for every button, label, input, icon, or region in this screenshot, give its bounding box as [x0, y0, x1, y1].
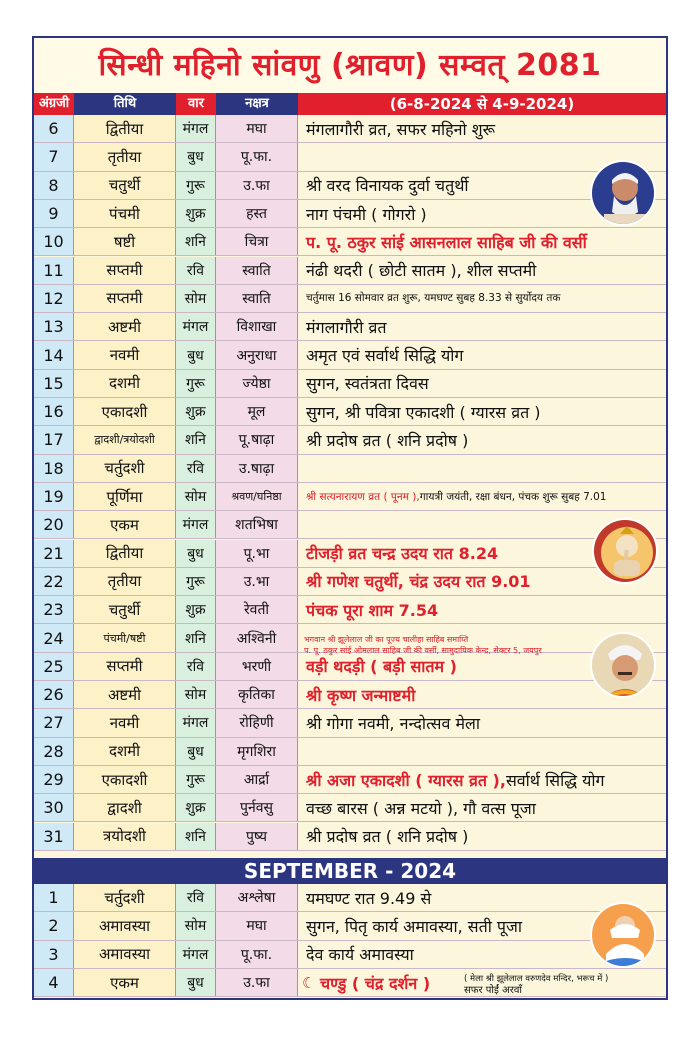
date-number: 2: [34, 912, 74, 939]
tithi-cell: द्वादशी: [74, 794, 176, 821]
tithi-cell: पूर्णिमा: [74, 483, 176, 510]
date-number: 30: [34, 794, 74, 821]
row24-note-line1: भगवान श्री झूलेलाल जी का पूज्य चालीहा साहिब समाप्ति: [304, 635, 469, 644]
event-text: श्री कृष्ण जन्माष्टमी: [306, 685, 416, 705]
event-highlight: श्री अजा एकादशी ( ग्यारस व्रत ),: [306, 770, 506, 790]
weekday-cell: गुरू: [176, 568, 216, 595]
tithi-cell: अष्टमी: [74, 313, 176, 340]
weekday-cell: मंगल: [176, 115, 216, 142]
date-number: 11: [34, 257, 74, 284]
date-number: 1: [34, 884, 74, 911]
event-cell: [298, 398, 666, 425]
nakshatra-cell: पू.फा.: [216, 941, 298, 968]
weekday-cell: सोम: [176, 912, 216, 939]
tithi-cell: दशमी: [74, 370, 176, 397]
table-row: [34, 568, 666, 596]
nakshatra-cell: अश्लेषा: [216, 884, 298, 911]
tithi-cell: द्वितीया: [74, 540, 176, 567]
table-row: [34, 681, 666, 709]
date-number: 3: [34, 941, 74, 968]
nakshatra-cell: मघा: [216, 115, 298, 142]
event-cell: [298, 766, 666, 793]
header-tithi: तिथि: [113, 96, 137, 111]
date-number: 8: [34, 172, 74, 199]
table-row: [34, 455, 666, 483]
nakshatra-cell: उ.फा: [216, 969, 298, 996]
weekday-cell: रवि: [176, 455, 216, 482]
weekday-cell: शुक्र: [176, 398, 216, 425]
table-row: [34, 596, 666, 624]
date-number: 4: [34, 969, 74, 996]
header-english-date: अंग्रजी: [34, 93, 74, 115]
nakshatra-cell: पू.षाढ़ा: [216, 426, 298, 453]
weekday-cell: मंगल: [176, 313, 216, 340]
event-cell: [298, 596, 666, 623]
tithi-cell: चतुर्थी: [74, 596, 176, 623]
event-text: श्री गोगा नवमी, नन्दोत्सव मेला: [306, 713, 481, 733]
event-text: श्री गणेश चतुर्थी, चंद्र उदय रात 9.01: [306, 572, 531, 592]
nakshatra-cell: रोहिणी: [216, 709, 298, 736]
tithi-cell: सप्तमी: [74, 257, 176, 284]
date-number: 15: [34, 370, 74, 397]
nakshatra-cell: मूल: [216, 398, 298, 425]
event-text: वड़ी थदड़ी ( बड़ी सातम ): [306, 657, 457, 677]
event-cell: [298, 228, 666, 255]
event-text: सुगन, श्री पवित्रा एकादशी ( ग्यारस व्रत ): [306, 402, 541, 422]
event-text: नंढी थदरी ( छोटी सातम ), शील सप्तमी: [306, 261, 537, 281]
row24-note-line2: प. पू. ठकुर सांई ओमलाल साहिब जी की वर्सी, सामुदायिक केन्द्र, सेक्टर 5, जयपुर: [304, 646, 542, 655]
weekday-cell: शुक्र: [176, 200, 216, 227]
tithi-cell: सप्तमी: [74, 285, 176, 312]
nakshatra-cell: ज्येष्ठा: [216, 370, 298, 397]
date-number: 31: [34, 823, 74, 850]
table-row: [34, 653, 666, 681]
row4-event-paren: ( मेला श्री झूलेलाल वरुणदेव मन्दिर, भरूच में ): [464, 974, 609, 984]
nakshatra-cell: पुष्य: [216, 823, 298, 850]
nakshatra-cell: हस्त: [216, 200, 298, 227]
weekday-cell: शुक्र: [176, 794, 216, 821]
event-highlight: श्री सत्यनारायण व्रत ( पूनम ),: [306, 490, 420, 503]
weekday-cell: बुध: [176, 143, 216, 170]
event-cell: [298, 313, 666, 340]
event-cell: [298, 738, 666, 765]
weekday-cell: बुध: [176, 969, 216, 996]
date-number: 17: [34, 426, 74, 453]
event-text: नाग पंचमी ( गोगरो ): [306, 204, 427, 224]
nakshatra-cell: विशाखा: [216, 313, 298, 340]
weekday-cell: गुरू: [176, 172, 216, 199]
weekday-cell: रवि: [176, 653, 216, 680]
table-row: [34, 398, 666, 426]
event-cell: [298, 455, 666, 482]
tithi-cell: चर्तुदशी: [74, 455, 176, 482]
nakshatra-cell: चित्रा: [216, 228, 298, 255]
table-row: [34, 511, 666, 539]
tithi-cell: नवमी: [74, 709, 176, 736]
nakshatra-cell: उ.फा: [216, 172, 298, 199]
date-number: 16: [34, 398, 74, 425]
date-number: 22: [34, 568, 74, 595]
tithi-cell: एकादशी: [74, 766, 176, 793]
event-cell: [298, 794, 666, 821]
event-text: चर्तुमास 16 सोमवार व्रत शुरू, यमघण्ट सुबह 8.33 से सुर्योदय तक: [306, 292, 561, 305]
event-text: श्री प्रदोष व्रत ( शनि प्रदोष ): [306, 430, 469, 450]
tithi-cell: दशमी: [74, 738, 176, 765]
tithi-cell: सप्तमी: [74, 653, 176, 680]
table-row: [34, 884, 666, 912]
table-row: [34, 341, 666, 369]
nakshatra-cell: मृगशिरा: [216, 738, 298, 765]
date-number: 6: [34, 115, 74, 142]
tithi-cell: एकम: [74, 969, 176, 996]
header-date-range: (6-8-2024 से 4-9-2024): [298, 93, 666, 115]
weekday-cell: बुध: [176, 341, 216, 368]
table-row: [34, 483, 666, 511]
event-cell: [298, 257, 666, 284]
nakshatra-cell: उ.भा: [216, 568, 298, 595]
date-number: 12: [34, 285, 74, 312]
nakshatra-cell: रेवती: [216, 596, 298, 623]
date-number: 20: [34, 511, 74, 538]
event-text: पंचक पूरा शाम 7.54: [306, 600, 439, 620]
event-text: मंगलागौरी व्रत: [306, 317, 387, 337]
calendar-title: सिन्धी महिनो सांवणु (श्रावण) सम्वत् 2081: [34, 38, 666, 93]
event-cell: [298, 823, 666, 850]
table-row: [34, 941, 666, 969]
date-number: 28: [34, 738, 74, 765]
nakshatra-cell: स्वाति: [216, 285, 298, 312]
nakshatra-cell: शतभिषा: [216, 511, 298, 538]
event-text: प. पू. ठकुर सांई आसनलाल साहिब जी की वर्सी: [306, 232, 587, 252]
row4-event-line2: सफर पोईं अरवाँ: [464, 985, 522, 996]
event-text: वच्छ बारस ( अन्न मटयो ), गौ वत्स पूजा: [306, 798, 536, 818]
nakshatra-cell: पुर्नवसु: [216, 794, 298, 821]
table-row: [34, 540, 666, 568]
event-cell: [298, 115, 666, 142]
table-row: [34, 115, 666, 143]
jhulelal-image: [590, 902, 656, 968]
nakshatra-cell: स्वाति: [216, 257, 298, 284]
table-row: [34, 370, 666, 398]
event-text: सर्वार्थ सिद्धि योग: [505, 770, 605, 790]
event-cell: [298, 341, 666, 368]
header-weekday: वार: [176, 93, 216, 115]
event-text: गायत्री जयंती, रक्षा बंधन, पंचक शुरू सुबह 7.01: [419, 490, 607, 503]
tithi-cell: एकम: [74, 511, 176, 538]
date-number: 21: [34, 540, 74, 567]
date-number: 23: [34, 596, 74, 623]
table-row: [34, 313, 666, 341]
date-number: 25: [34, 653, 74, 680]
nakshatra-cell: मघा: [216, 912, 298, 939]
event-cell: [298, 483, 666, 510]
weekday-cell: गुरू: [176, 370, 216, 397]
event-text: श्री प्रदोष व्रत ( शनि प्रदोष ): [306, 827, 469, 847]
table-row: [34, 823, 666, 851]
table-row: [34, 172, 666, 200]
date-number: 27: [34, 709, 74, 736]
weekday-cell: शनि: [176, 228, 216, 255]
row4-moon-icon: ☾: [302, 974, 316, 992]
table-row: [34, 143, 666, 171]
tithi-cell: त्रयोदशी: [74, 823, 176, 850]
event-text: यमघण्ट रात 9.49 से: [306, 888, 432, 908]
weekday-cell: बुध: [176, 738, 216, 765]
event-text: श्री वरद विनायक दुर्वा चतुर्थी: [306, 176, 469, 196]
date-number: 7: [34, 143, 74, 170]
date-number: 14: [34, 341, 74, 368]
tithi-cell: चर्तुदशी: [74, 884, 176, 911]
event-text: मंगलागौरी व्रत, सफर महिनो शुरू: [306, 119, 496, 139]
saint-portrait-image: [590, 160, 656, 226]
ganesh-image: [592, 518, 658, 584]
table-row: [34, 285, 666, 313]
date-number: 9: [34, 200, 74, 227]
table-row: [34, 257, 666, 285]
nakshatra-cell: पू.फा.: [216, 143, 298, 170]
tithi-cell: एकादशी: [74, 398, 176, 425]
nakshatra-cell: उ.षाढ़ा: [216, 455, 298, 482]
tithi-cell: तृतीया: [74, 143, 176, 170]
table-row: [34, 912, 666, 940]
weekday-cell: शनि: [176, 426, 216, 453]
weekday-cell: मंगल: [176, 941, 216, 968]
tithi-cell: षष्टी: [74, 228, 176, 255]
weekday-cell: रवि: [176, 884, 216, 911]
nakshatra-cell: अनुराधा: [216, 341, 298, 368]
table-row: [34, 228, 666, 256]
date-number: 18: [34, 455, 74, 482]
event-cell: [298, 370, 666, 397]
nakshatra-cell: आर्द्रा: [216, 766, 298, 793]
tithi-cell: द्वादशी/त्रयोदशी: [74, 426, 176, 453]
tithi-cell: तृतीया: [74, 568, 176, 595]
tithi-cell: पंचमी: [74, 200, 176, 227]
thakur-portrait-image: [590, 632, 656, 698]
weekday-cell: मंगल: [176, 511, 216, 538]
table-row: [34, 426, 666, 454]
event-text: अमृत एवं सर्वार्थ सिद्धि योग: [306, 346, 464, 366]
date-number: 24: [34, 624, 74, 651]
nakshatra-cell: भरणी: [216, 653, 298, 680]
table-row: [34, 738, 666, 766]
date-number: 19: [34, 483, 74, 510]
column-header-row: [34, 93, 666, 115]
event-text: देव कार्य अमावस्या: [306, 945, 414, 965]
tithi-cell: पंचमी/षष्टी: [74, 624, 176, 651]
weekday-cell: सोम: [176, 483, 216, 510]
nakshatra-cell: श्रवण/घनिष्ठा: [216, 483, 298, 510]
date-number: 13: [34, 313, 74, 340]
event-cell: [298, 709, 666, 736]
table-row: [34, 709, 666, 737]
table-row: [34, 200, 666, 228]
event-cell: [298, 285, 666, 312]
weekday-cell: शनि: [176, 823, 216, 850]
september-header: SEPTEMBER - 2024: [34, 858, 666, 884]
weekday-cell: गुरू: [176, 766, 216, 793]
table-row: [34, 766, 666, 794]
weekday-cell: सोम: [176, 285, 216, 312]
weekday-cell: शुक्र: [176, 596, 216, 623]
row4-event-main: चण्डु ( चंद्र दर्शन ): [320, 974, 431, 993]
date-number: 29: [34, 766, 74, 793]
date-number: 26: [34, 681, 74, 708]
header-nakshatra: नक्षत्र: [245, 96, 269, 111]
event-cell: [298, 426, 666, 453]
nakshatra-cell: अश्विनी: [216, 624, 298, 651]
tithi-cell: अष्टमी: [74, 681, 176, 708]
nakshatra-cell: कृतिका: [216, 681, 298, 708]
event-text: टीजड़ी व्रत चन्द्र उदय रात 8.24: [306, 544, 499, 564]
tithi-cell: नवमी: [74, 341, 176, 368]
date-number: 10: [34, 228, 74, 255]
tithi-cell: अमावस्या: [74, 912, 176, 939]
calendar-sheet: [32, 36, 668, 1000]
weekday-cell: बुध: [176, 540, 216, 567]
nakshatra-cell: पू.भा: [216, 540, 298, 567]
event-text: सुगन, स्वतंत्रता दिवस: [306, 374, 429, 394]
tithi-cell: द्वितीया: [74, 115, 176, 142]
weekday-cell: मंगल: [176, 709, 216, 736]
tithi-cell: चतुर्थी: [74, 172, 176, 199]
weekday-cell: शनि: [176, 624, 216, 651]
event-text: सुगन, पितृ कार्य अमावस्या, सती पूजा: [306, 916, 523, 936]
weekday-cell: रवि: [176, 257, 216, 284]
tithi-cell: अमावस्या: [74, 941, 176, 968]
weekday-cell: सोम: [176, 681, 216, 708]
table-row: [34, 794, 666, 822]
